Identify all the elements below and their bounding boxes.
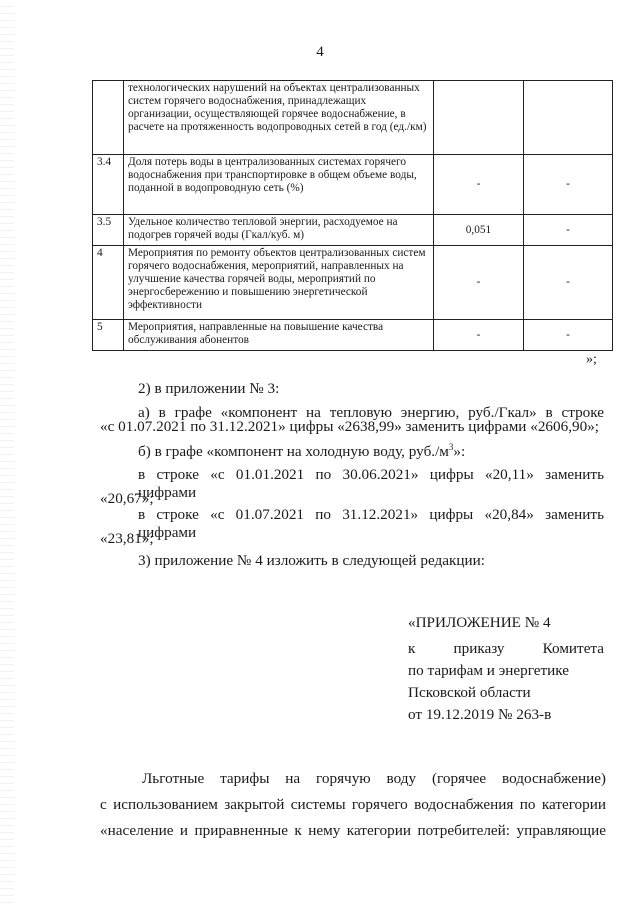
paragraph-row2-line-2: «23,81»;: [100, 530, 154, 547]
paragraph-row1-line-2: «20,67»;: [100, 490, 154, 507]
paragraph-item-2: 2) в приложении № 3:: [138, 380, 280, 397]
row-description: Доля потерь воды в централизованных системах горячего водоснабжения при транспортировке в общем объеме воды, поданной в водопроводную сеть (%): [124, 155, 434, 215]
tariff-title-line-3: «население и приравненные к нему категории потребителей: управляющие: [100, 822, 606, 839]
paragraph-b: [138, 442, 465, 461]
paragraph-b-superscript: 3: [448, 442, 454, 452]
row-value-1: 0,051: [434, 215, 524, 246]
appendix-line-2: к приказу Комитета: [408, 640, 604, 657]
tariff-title-line-1: Льготные тарифы на горячую воду (горячее водоснабжение): [142, 770, 606, 787]
row-value-1: -: [434, 246, 524, 320]
row-value-1: -: [434, 155, 524, 215]
table-row: [93, 246, 613, 320]
paragraph-row1-line-1: в строке «с 01.01.2021 по 30.06.2021» цифры «20,11» заменить цифрами: [138, 466, 604, 501]
row-value-2: [524, 81, 613, 155]
appendix-line-3: по тарифам и энергетике: [408, 662, 569, 679]
row-number: 3.4: [93, 155, 124, 215]
page-number: 4: [316, 44, 324, 60]
row-number: 3.5: [93, 215, 124, 246]
table-row: [93, 215, 613, 246]
paragraph-b-text: б) в графе «компонент на холодную воду, руб./м: [138, 443, 449, 461]
row-description: Удельное количество тепловой энергии, расходуемое на подогрев горячей воды (Гкал/куб. м): [124, 215, 434, 246]
row-value-2: -: [524, 246, 613, 320]
row-number: 5: [93, 320, 124, 351]
row-description: технологических нарушений на объектах централизованных систем горячего водоснабжения, принадлежащих организации, осуществляющей горячее водоснабжение, в расчете на протяженность водопроводных сетей в год (ед./км): [124, 81, 434, 155]
row-value-1: -: [434, 320, 524, 351]
row-description: Мероприятия по ремонту объектов централизованных систем горячего водоснабжения, мероприятий, направленных на улучшение качества горячей воды, мероприятий по энергосбережению и повышению энергетической эффективности: [124, 246, 434, 320]
paragraph-b-end: »:: [453, 443, 466, 461]
row-number: 4: [93, 246, 124, 320]
appendix-line-4: Псковской области: [408, 684, 531, 701]
row-number: [93, 81, 124, 155]
row-value-1: [434, 81, 524, 155]
paragraph-row2-line-1: в строке «с 01.07.2021 по 31.12.2021» цифры «20,84» заменить цифрами: [138, 506, 604, 541]
row-value-2: -: [524, 155, 613, 215]
appendix-line-5: от 19.12.2019 № 263-в: [408, 706, 552, 723]
scan-edge-artifact: [0, 0, 14, 905]
table-row: [93, 155, 613, 215]
table-closing-quote: »;: [586, 352, 597, 367]
paragraph-a-line-1: а) в графе «компонент на тепловую энергию, руб./Гкал» в строке: [138, 404, 604, 421]
tariff-title-line-2: с использованием закрытой системы горячего водоснабжения по категории: [100, 796, 606, 813]
row-value-2: -: [524, 215, 613, 246]
table-row: [93, 320, 613, 351]
row-description: Мероприятия, направленные на повышение качества обслуживания абонентов: [124, 320, 434, 351]
table-row: [93, 81, 613, 155]
paragraph-item-3: 3) приложение № 4 изложить в следующей редакции:: [138, 552, 485, 569]
paragraph-a-line-2: «с 01.07.2021 по 31.12.2021» цифры «2638,99» заменить цифрами «2606,90»;: [100, 418, 599, 435]
row-value-2: -: [524, 320, 613, 351]
indicators-table: [92, 80, 613, 351]
appendix-title: «ПРИЛОЖЕНИЕ № 4: [408, 614, 551, 631]
